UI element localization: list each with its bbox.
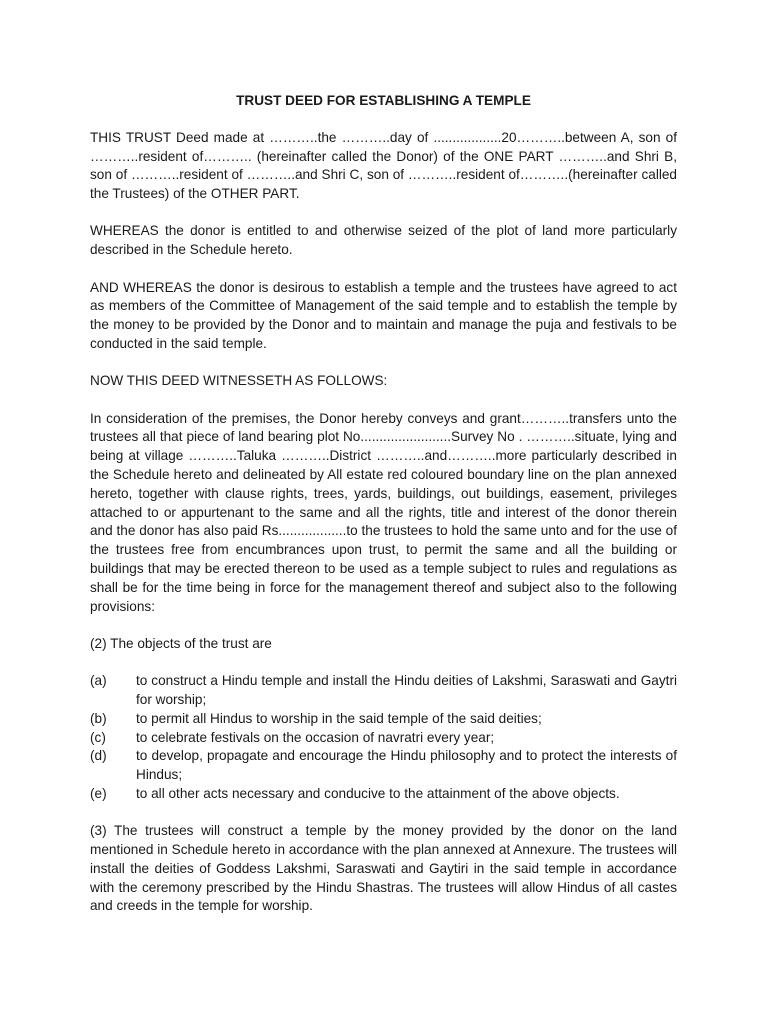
- document-title: TRUST DEED FOR ESTABLISHING A TEMPLE: [236, 93, 531, 108]
- list-item: [90, 785, 677, 804]
- objects-list: [90, 672, 677, 804]
- list-item: [90, 672, 677, 710]
- paragraph-and-whereas: AND WHEREAS the donor is desirous to establish a temple and the trustees have agreed to act as members of the Committee of Management of the said temple and to establish the temple by the money to be provided by the Donor and to maintain and manage the puja and festivals to be conducted in the said temple.: [90, 279, 677, 351]
- list-item-text: to permit all Hindus to worship in the said temple of the said deities;: [136, 710, 542, 726]
- list-marker: (c): [90, 729, 106, 745]
- list-item: [90, 747, 677, 785]
- list-marker: (d): [90, 748, 107, 764]
- list-marker: (a): [90, 673, 107, 689]
- list-item-text: to all other acts necessary and conducive to the attainment of the above objects.: [136, 785, 620, 801]
- list-marker: (b): [90, 710, 107, 726]
- document-body: [90, 92, 677, 935]
- paragraph-construction: (3) The trustees will construct a temple by the money provided by the donor on the land mentioned in Schedule hereto in accordance with the plan annexed at Annexure. The trustees will install the deities of Goddess Lakshmi, Saraswati and Gaytiri in the said temple in accordance with the ceremony prescribed by the Hindu Shastras. The trustees will allow Hindus of all castes and creeds in the temple for worship.: [90, 823, 677, 914]
- paragraph-consideration: In consideration of the premises, the Donor hereby conveys and grant………..transfers unto the trustees all that piece of land bearing plot No........................Survey No . ………..situate, lying and being at village ………..Taluka ………..District ………..and………..more particularly described in the Schedule hereto and delineated by All estate red coloured boundary line on the plan annexed hereto, together with clause rights, trees, yards, buildings, out buildings, easement, privileges attached to or appurtenant to the same and all the rights, title and interest of the donor therein and the donor has also paid Rs..................to the trustees to hold the same unto and for the use of the trustees free from encumbrances upon trust, to permit the same and all the building or buildings that may be erected thereon to be used as a temple subject to rules and regulations as shall be for the time being in force for the management thereof and subject also to the following provisions:: [90, 410, 677, 614]
- list-item-text: to develop, propagate and encourage the Hindu philosophy and to protect the interests of Hindus;: [136, 748, 677, 783]
- list-marker: (e): [90, 785, 107, 801]
- paragraph-objects-heading: (2) The objects of the trust are: [90, 635, 272, 651]
- list-item: [90, 729, 677, 748]
- paragraph-witnesseth: NOW THIS DEED WITNESSETH AS FOLLOWS:: [90, 373, 388, 389]
- paragraph-parties: THIS TRUST Deed made at ………..the ………..day of ..................20………..between A, son of ………..resident of……….. (hereinafter called the Donor) of the ONE PART ………..and Shri B, son of ………..resident of ………..and Shri C, son of ………..resident of………..(hereinafter called the Trustees) of the OTHER PART.: [90, 129, 677, 202]
- list-item: [90, 710, 677, 729]
- paragraph-whereas: WHEREAS the donor is entitled to and otherwise seized of the plot of land more particularly described in the Schedule hereto.: [90, 223, 677, 258]
- list-item-text: to celebrate festivals on the occasion of navratri every year;: [136, 729, 495, 745]
- list-item-text: to construct a Hindu temple and install the Hindu deities of Lakshmi, Saraswati and Gaytri for worship;: [136, 673, 677, 707]
